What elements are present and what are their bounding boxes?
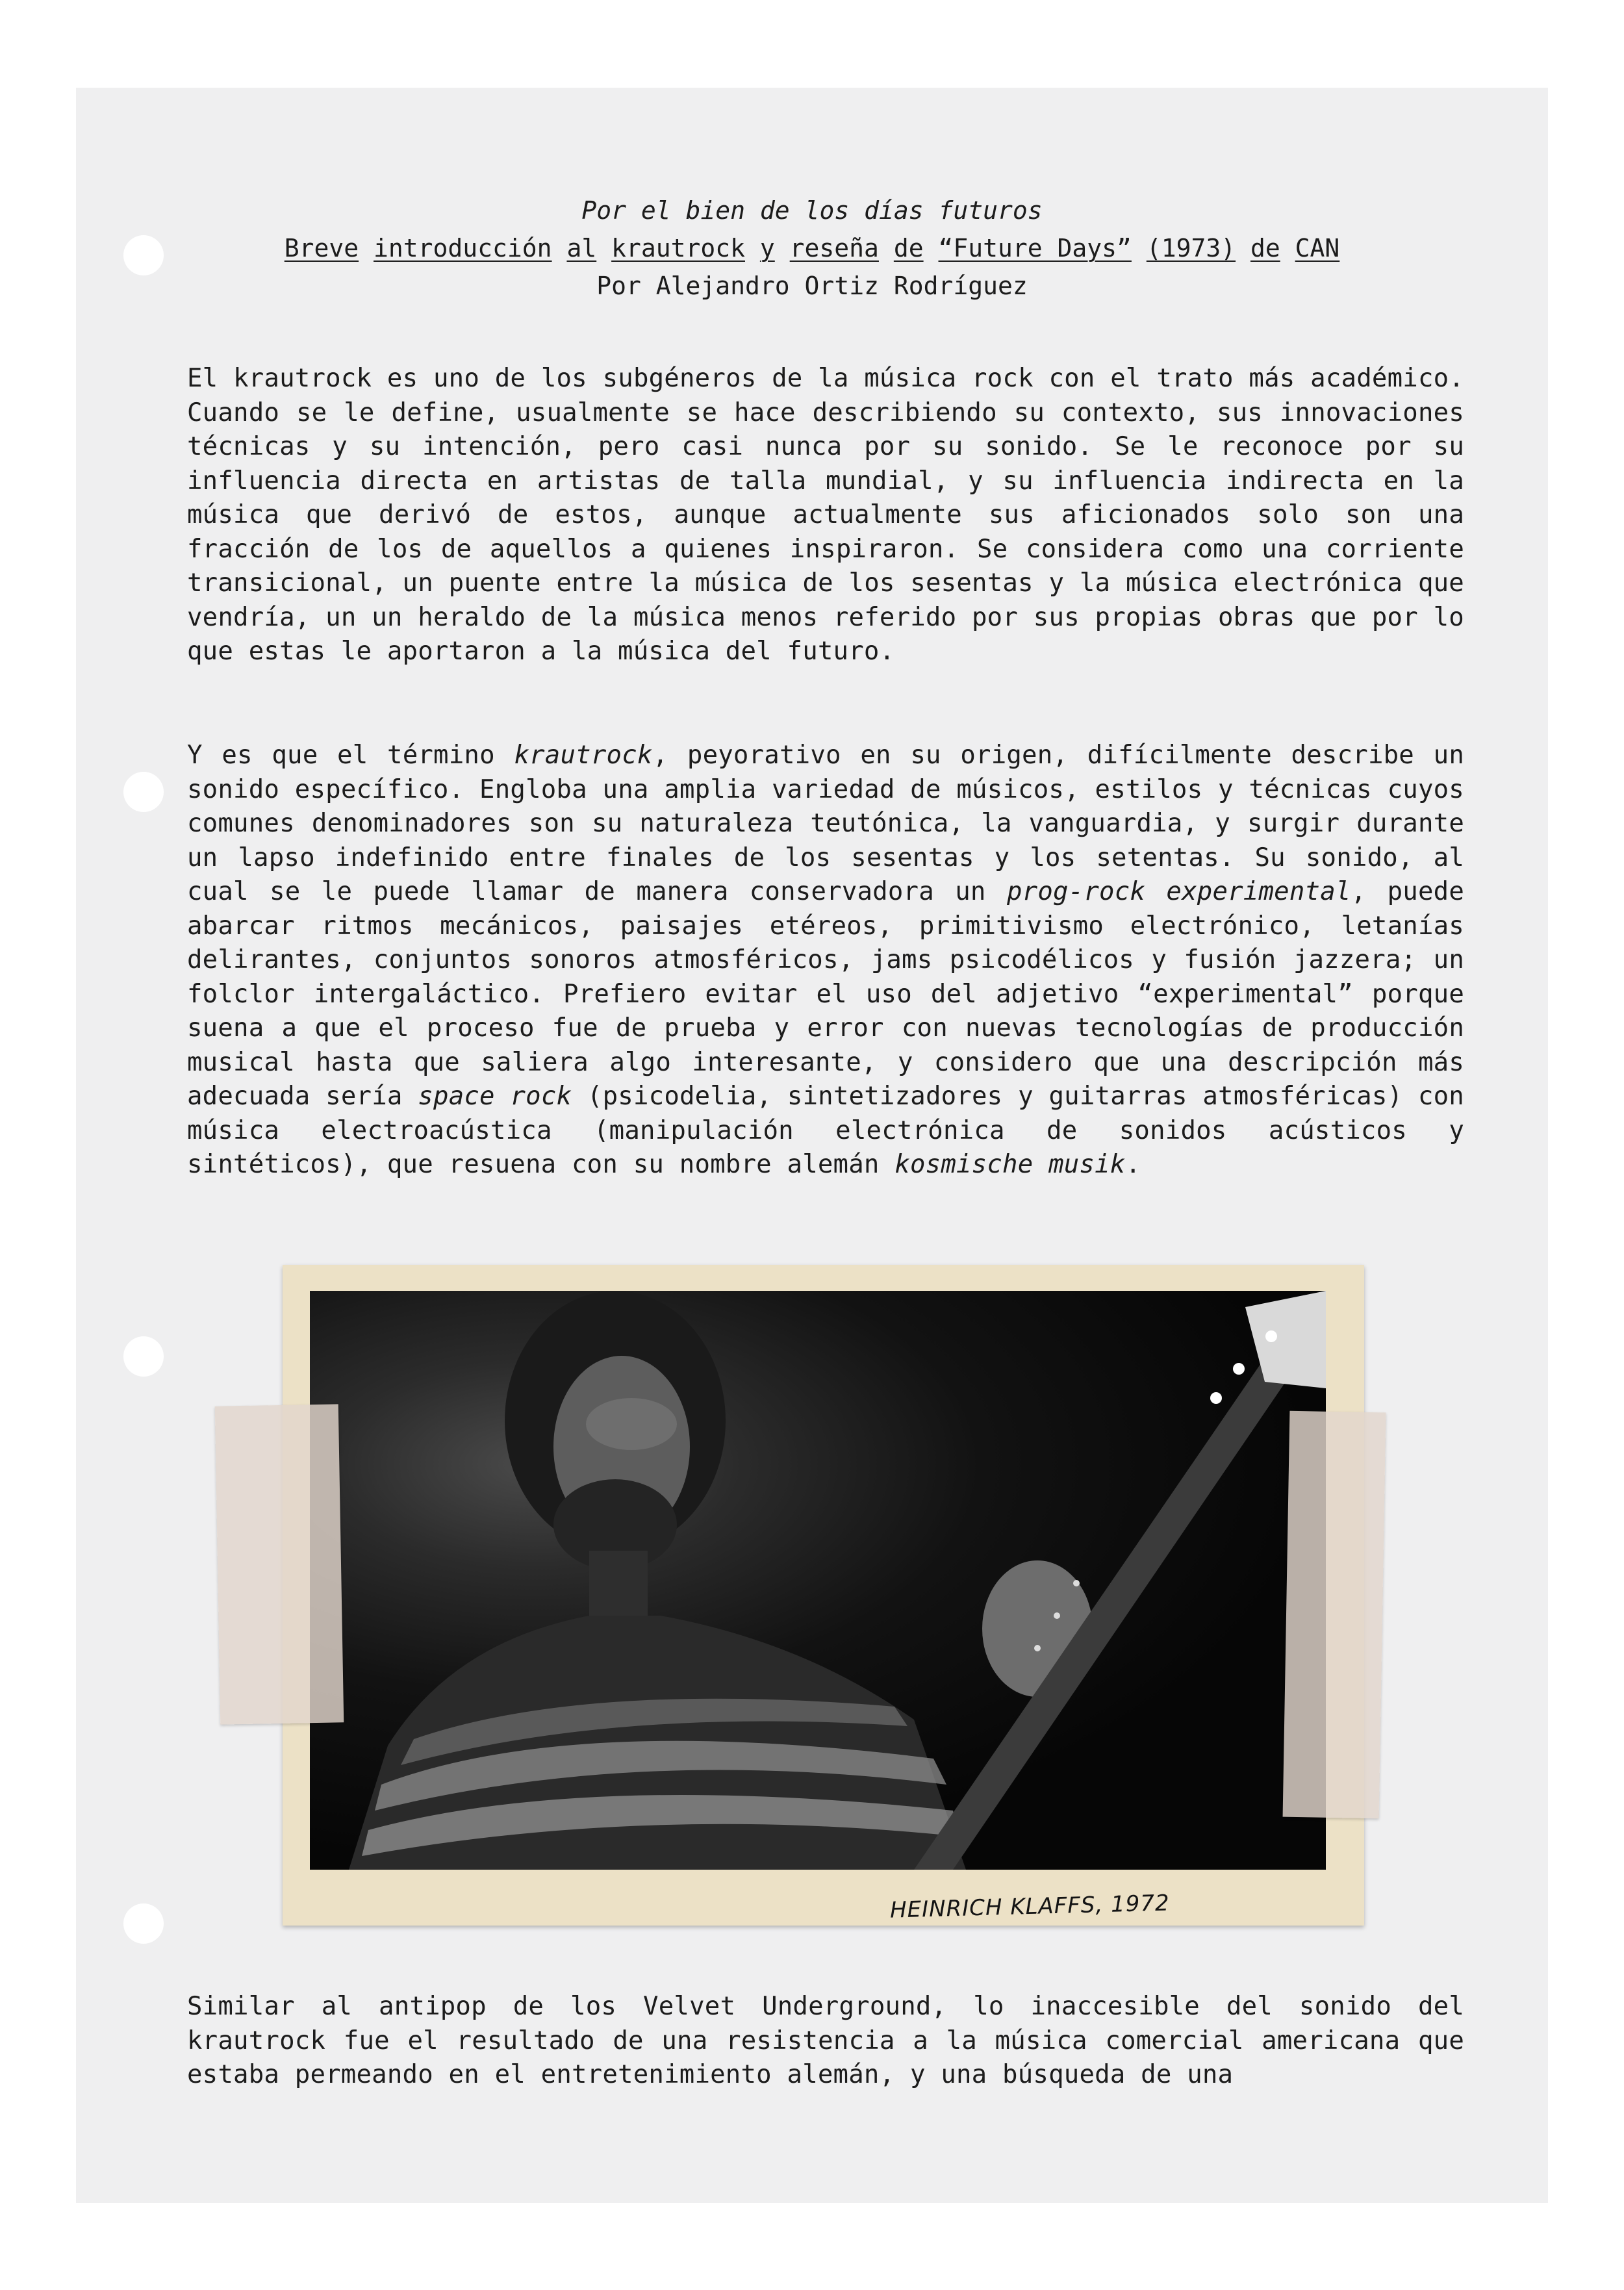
italic-term: kosmische musik bbox=[894, 1150, 1126, 1179]
text-run: . bbox=[1125, 1150, 1141, 1179]
article-byline: Por Alejandro Ortiz Rodríguez bbox=[596, 272, 1028, 300]
subtitle-word: “Future Days” bbox=[938, 234, 1132, 262]
subtitle-word: de bbox=[893, 234, 924, 262]
text-run: Y es que el término bbox=[187, 741, 514, 770]
subtitle-word: krautrock bbox=[611, 234, 745, 262]
text-run: , peyorativo en su origen, difícilmente describe un sonido específico. Engloba una amplia variedad de músicos, estilos y técnicas cuyos comunes denominadores son su naturaleza teutónica, la vanguardia, y surgir durante un lapso indefinido entre finales de los sesentas y los setentas. Su sonido, al cual se le puede llamar de manera conservadora un bbox=[187, 741, 1464, 906]
body-paragraph-1: El krautrock es uno de los subgéneros de la música rock con el trato más académico. Cuando se le define, usualmente se hace describiendo su contexto, sus innovaciones técnicas y su intención, pero casi nunca por su sonido. Se le reconoce por su influencia directa en artistas de talla mundial, y su influencia indirecta en la música que derivó de estos, aunque actualmente sus aficionados solo son una fracción de los de aquellos a quienes inspiraron. Se considera como una corriente transicional, un puente entre la música de los sesentas y la música electrónica que vendría, un un heraldo de la música menos referido por sus propias obras que por lo que estas le aportaron a la música del futuro. bbox=[187, 364, 1464, 666]
article-subtitle bbox=[76, 229, 1548, 267]
article-header bbox=[76, 192, 1548, 305]
subtitle-word: CAN bbox=[1295, 234, 1340, 262]
subtitle-word: al bbox=[566, 234, 597, 262]
subtitle-word: introducción bbox=[374, 234, 552, 262]
guitar-neck bbox=[914, 1291, 1326, 1870]
photo-illustration bbox=[310, 1291, 1326, 1870]
tape-strip-left bbox=[215, 1404, 344, 1724]
photo-print bbox=[283, 1265, 1364, 1926]
subtitle-word: reseña bbox=[789, 234, 879, 262]
text-run: (psicodelia, sintetizadores y guitarras atmosféricas) con música electroacústica (manipulación electrónica de sonidos acústicos y sintéticos), que resuena con su nombre alemán bbox=[187, 1082, 1464, 1179]
photo-caption: HEINRICH KLAFFS, 1972 bbox=[889, 1890, 1171, 1924]
subtitle-word: Breve bbox=[284, 234, 359, 262]
italic-term: space rock bbox=[418, 1082, 572, 1111]
body-paragraph-2 bbox=[187, 739, 1464, 1182]
face-highlight bbox=[586, 1398, 677, 1450]
striped-shirt bbox=[349, 1616, 966, 1870]
subtitle-word: (1973) bbox=[1146, 234, 1236, 262]
subtitle-word: de bbox=[1250, 234, 1280, 262]
tape-strip-right bbox=[1283, 1411, 1386, 1818]
punch-hole bbox=[123, 1903, 164, 1944]
italic-term: prog-rock experimental bbox=[1006, 877, 1351, 906]
punch-hole bbox=[123, 772, 164, 812]
body-paragraph-3: Similar al antipop de los Velvet Underground, lo inaccesible del sonido del krautrock fue el resultado de una resistencia a la música comercial americana que estaba permeando en el entretenimiento alemán, y una búsqueda de una bbox=[187, 1992, 1464, 2089]
punch-hole bbox=[123, 1336, 164, 1377]
subtitle-word: y bbox=[759, 234, 775, 262]
text-run: , puede abarcar ritmos mecánicos, paisajes etéreos, primitivismo electrónico, letanías delirantes, conjuntos sonoros atmosféricos, jams psicodélicos y fusión jazzera; un folclor intergaláctico. Prefiero evitar el uso del adjetivo “experimental” porque suena a que el proceso fue de prueba y error con nuevas tecnologías de producción musical hasta que saliera algo interesante, y considero que una descripción más adecuada sería bbox=[187, 877, 1464, 1111]
italic-term: krautrock bbox=[514, 741, 653, 770]
article-title: Por el bien de los días futuros bbox=[581, 196, 1043, 225]
musician-photo bbox=[310, 1291, 1326, 1870]
neck-shape bbox=[589, 1551, 648, 1622]
